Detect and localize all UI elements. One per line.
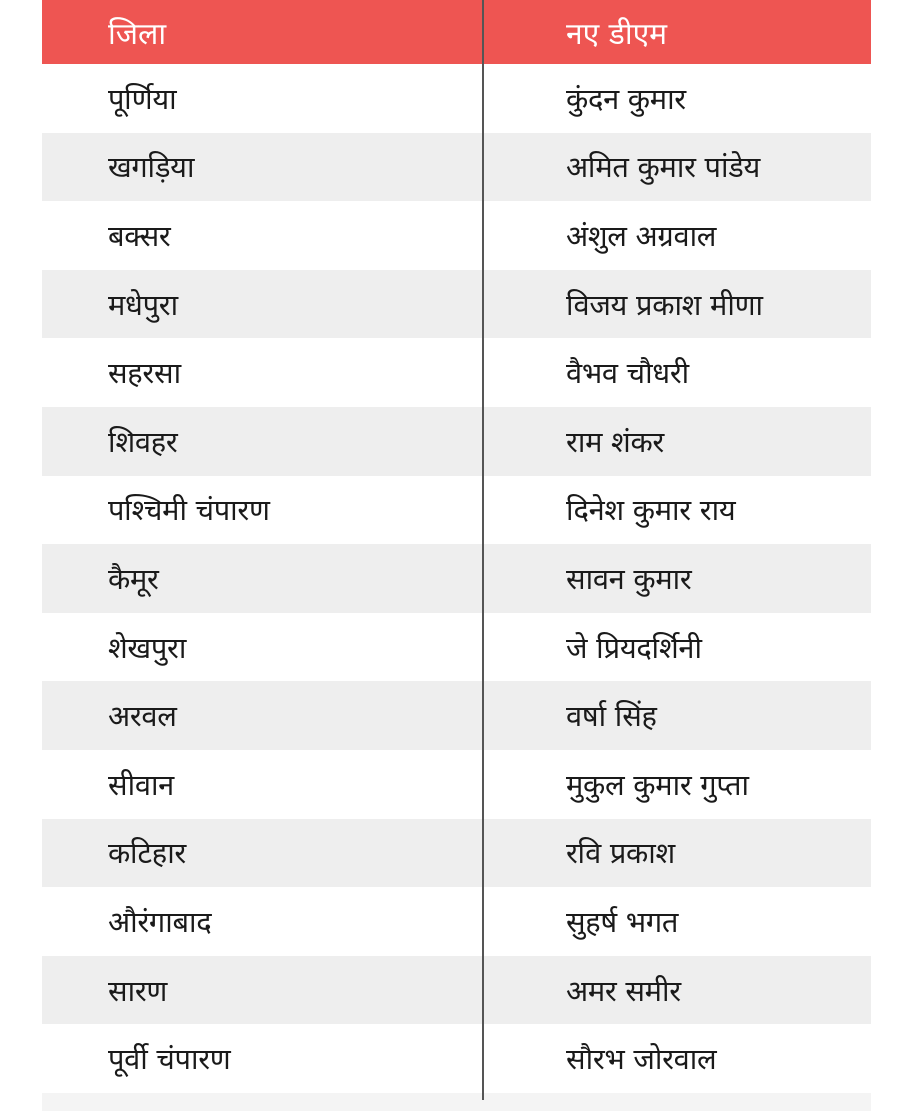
- column-divider: [482, 0, 484, 1100]
- district-cell: कटिहार: [42, 819, 442, 888]
- district-cell: औरंगाबाद: [42, 887, 442, 956]
- district-cell: मधेपुरा: [42, 270, 442, 339]
- district-cell: सहरसा: [42, 338, 442, 407]
- new-dm-cell: विजय प्रकाश मीणा: [442, 270, 871, 339]
- district-cell: पूर्वी चंपारण: [42, 1024, 442, 1093]
- table-row: [42, 201, 871, 270]
- table-row: [42, 681, 871, 750]
- table-row: [42, 819, 871, 888]
- table-row: [42, 887, 871, 956]
- header-row: [42, 0, 871, 64]
- table-header: [42, 0, 871, 64]
- dm-list-table: [42, 0, 871, 1093]
- new-dm-cell: अंशुल अग्रवाल: [442, 201, 871, 270]
- table-row: [42, 544, 871, 613]
- header-new-dm: नए डीएम: [442, 0, 871, 64]
- new-dm-cell: अमर समीर: [442, 956, 871, 1025]
- district-cell: खगड़िया: [42, 133, 442, 202]
- district-cell: सीवान: [42, 750, 442, 819]
- district-cell: पूर्णिया: [42, 64, 442, 133]
- table-row: [42, 407, 871, 476]
- district-cell: कैमूर: [42, 544, 442, 613]
- new-dm-cell: सुहर्ष भगत: [442, 887, 871, 956]
- district-cell: पश्चिमी चंपारण: [42, 476, 442, 545]
- table-row: [42, 133, 871, 202]
- table-row: [42, 613, 871, 682]
- new-dm-cell: राम शंकर: [442, 407, 871, 476]
- table-row: [42, 476, 871, 545]
- table-row: [42, 64, 871, 133]
- header-district: जिला: [42, 0, 442, 64]
- new-dm-cell: दिनेश कुमार राय: [442, 476, 871, 545]
- new-dm-cell: वैभव चौधरी: [442, 338, 871, 407]
- new-dm-cell: सावन कुमार: [442, 544, 871, 613]
- new-dm-cell: जे प्रियदर्शिनी: [442, 613, 871, 682]
- new-dm-cell: रवि प्रकाश: [442, 819, 871, 888]
- table-row: [42, 1024, 871, 1093]
- district-cell: अरवल: [42, 681, 442, 750]
- district-cell: बक्सर: [42, 201, 442, 270]
- table-row: [42, 338, 871, 407]
- district-cell: शिवहर: [42, 407, 442, 476]
- dm-list-table-container: [42, 0, 871, 1111]
- new-dm-cell: सौरभ जोरवाल: [442, 1024, 871, 1093]
- table-row: [42, 956, 871, 1025]
- table-body: [42, 64, 871, 1093]
- district-cell: सारण: [42, 956, 442, 1025]
- new-dm-cell: वर्षा सिंह: [442, 681, 871, 750]
- new-dm-cell: मुकुल कुमार गुप्ता: [442, 750, 871, 819]
- district-cell: शेखपुरा: [42, 613, 442, 682]
- table-row: [42, 270, 871, 339]
- new-dm-cell: कुंदन कुमार: [442, 64, 871, 133]
- new-dm-cell: अमित कुमार पांडेय: [442, 133, 871, 202]
- table-row: [42, 750, 871, 819]
